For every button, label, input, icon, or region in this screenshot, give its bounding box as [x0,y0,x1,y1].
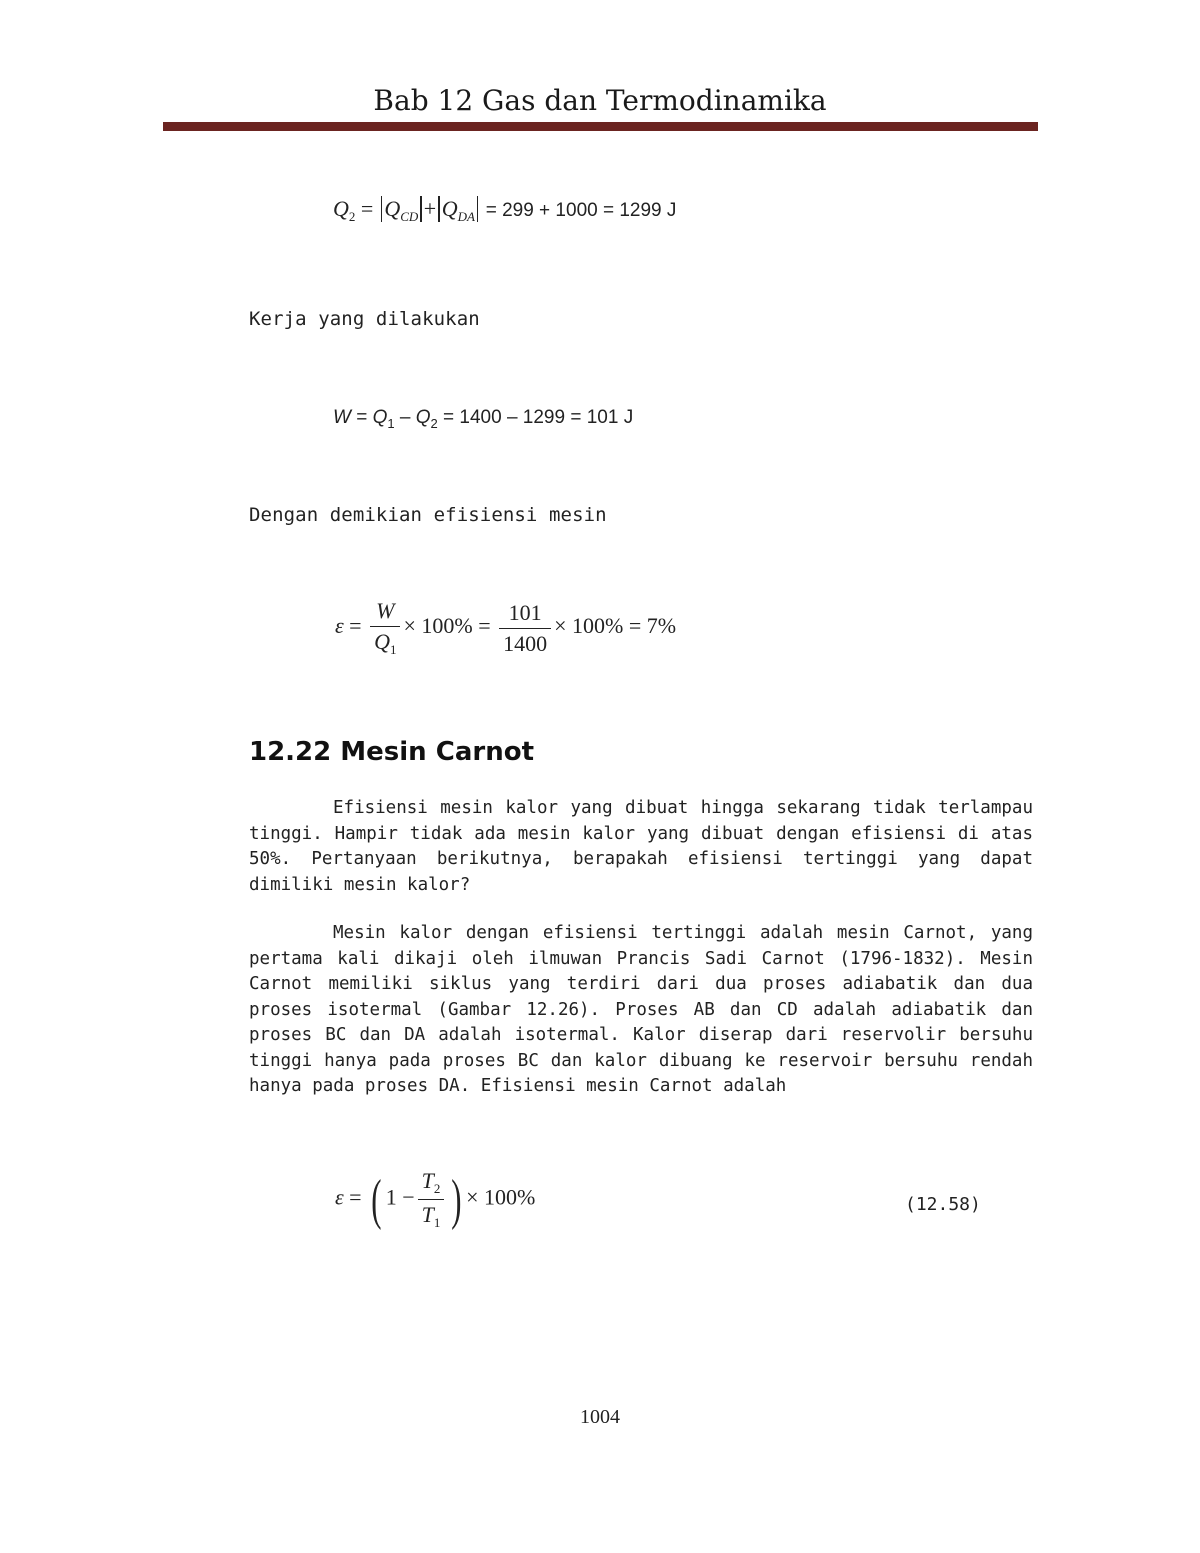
carnot-denominator-sub: 1 [433,1215,441,1230]
eq-eff-mid: × 100% = [403,613,497,639]
left-parenthesis: ( [371,1168,382,1231]
equation-number: (12.58) [905,1194,981,1215]
eq-w-q2-sub: 2 [430,416,438,431]
eq-w-symbol: W [333,407,351,428]
carnot-denominator: T [421,1202,434,1227]
fraction-t2-t1 [418,1168,445,1231]
eq-carnot-end: × 100% [466,1184,536,1210]
chapter-title: Bab 12 Gas dan Termodinamika [373,84,827,117]
eq-carnot-epsilon: ε [335,1184,344,1210]
frac2-numerator: 101 [499,600,551,629]
carnot-numerator: T [421,1168,434,1193]
right-parenthesis: ) [451,1168,462,1231]
equation-carnot [335,1168,535,1231]
abs-bar [381,196,383,222]
carnot-numerator-sub: 2 [433,1181,441,1196]
fraction-w-q1 [370,598,400,658]
eq-q2-term1: Q [384,196,401,221]
header-rule [163,122,1038,131]
section-heading: 12.22 Mesin Carnot [249,737,534,767]
eq-q2-term2-sub: DA [457,209,475,224]
fraction-101-1400 [499,600,551,657]
frac2-denominator: 1400 [503,630,548,656]
eq-w-q1-sub: 1 [387,416,395,431]
eq-carnot-one-minus: 1 − [385,1184,415,1210]
equation-q2 [333,196,676,225]
eq-q2-equals: = [355,196,379,221]
equation-efficiency [335,598,676,658]
eq-q2-plus: + [423,196,437,221]
abs-bar [438,196,440,222]
eq-q2-term2: Q [441,196,458,221]
eq-w-q2: Q [415,407,431,428]
abs-bar [420,196,422,222]
frac1-numerator: W [370,598,400,627]
eq-w-equals: = [350,407,373,428]
text-kerja: Kerja yang dilakukan [249,308,480,330]
eq-eff-end: × 100% = 7% [554,613,677,639]
frac1-denominator-sub: 1 [389,642,397,657]
eq-eff-epsilon: ε [335,613,344,639]
eq-q2-rhs: = 299 + 1000 = 1299 J [480,200,677,221]
eq-q2-term1-sub: CD [400,209,419,224]
eq-w-q1: Q [372,407,388,428]
eq-eff-equals: = [343,613,368,639]
frac1-denominator: Q [374,629,390,654]
page-number: 1004 [580,1406,620,1428]
eq-w-minus: – [394,407,416,428]
paragraph-1: Efisiensi mesin kalor yang dibuat hingga sekarang tidak terlampau tinggi. Hampir tidak ada mesin kalor yang dibuat dengan efisiensi di atas 50%. Pertanyaan berikutnya, berapakah efisiensi tertinggi yang dapat dimiliki mesin kalor? [249,798,1033,895]
eq-w-rhs: = 1400 – 1299 = 101 J [437,407,634,428]
equation-work [333,407,633,431]
eq-q2-lhs-sub: 2 [348,209,356,224]
eq-carnot-equals: = [343,1184,368,1210]
eq-q2-lhs: Q [333,196,349,221]
abs-bar [477,196,479,222]
text-dengan: Dengan demikian efisiensi mesin [249,504,607,526]
paragraph-2: Mesin kalor dengan efisiensi tertinggi adalah mesin Carnot, yang pertama kali dikaji oleh ilmuwan Prancis Sadi Carnot (1796-1832). Mesin Carnot memiliki siklus yang terdiri dari dua proses adiabatik dan dua proses isotermal (Gambar 12.26). Proses AB dan CD adalah adiabatik dan proses BC dan DA adalah isotermal. Kalor diserap dari reservolir bersuhu tinggi hanya pada proses BC dan kalor dibuang ke reservoir bersuhu rendah hanya pada proses DA. Efisiensi mesin Carnot adalah [249,923,1033,1096]
